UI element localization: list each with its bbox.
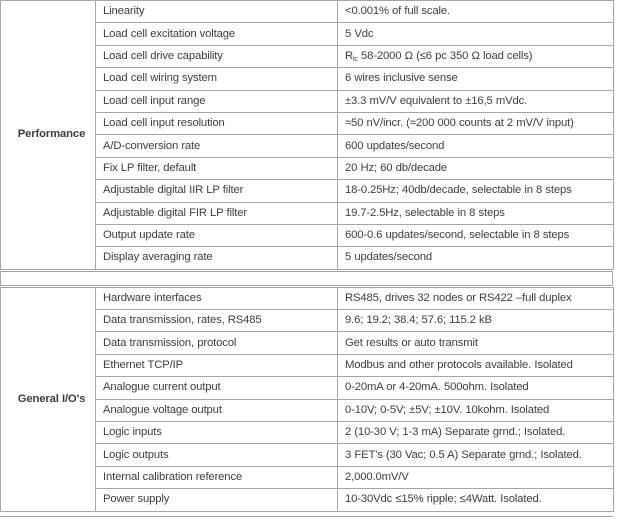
param-cell: Logic outputs (96, 444, 338, 466)
resistance-symbol: R (345, 49, 354, 62)
value-cell: 5 Vdc (338, 23, 614, 45)
value-cell: 3 FET's (30 Vac; 0.5 A) Separate grnd.; Isolated. (338, 444, 614, 466)
param-cell: Linearity (96, 1, 338, 23)
param-cell: Logic inputs (96, 422, 338, 444)
param-cell: Ethernet TCP/IP (96, 354, 338, 376)
param-cell: Load cell excitation voltage (96, 23, 338, 45)
param-cell: Load cell input resolution (96, 112, 338, 134)
value-cell-drive-capability (338, 45, 614, 67)
performance-table-body (1, 1, 614, 270)
param-cell: Load cell drive capability (96, 45, 338, 67)
group-label-general-io: General I/O's (1, 287, 96, 511)
param-cell: Analogue current output (96, 377, 338, 399)
param-cell: Fix LP filter, default (96, 157, 338, 179)
value-cell: 20 Hz; 60 db/decade (338, 157, 614, 179)
param-cell: Data transmission, rates, RS485 (96, 310, 338, 332)
param-cell: A/D-conversion rate (96, 135, 338, 157)
value-cell: 18-0.25Hz; 40db/decade, selectable in 8 steps (338, 180, 614, 202)
param-cell: Adjustable digital FIR LP filter (96, 202, 338, 224)
param-cell: Load cell input range (96, 90, 338, 112)
value-cell: 5 updates/second (338, 247, 614, 269)
value-cell: 6 wires inclusive sense (338, 68, 614, 90)
separator-cell (1, 271, 613, 285)
param-cell: Hardware interfaces (96, 287, 338, 309)
value-cell: 600 updates/second (338, 135, 614, 157)
value-cell: 2 (10-30 V; 1-3 mA) Separate grnd.; Isolated. (338, 422, 614, 444)
param-cell: Adjustable digital IIR LP filter (96, 180, 338, 202)
resistance-subscript: lc (353, 53, 358, 63)
separator-body (1, 271, 613, 285)
value-cell: <0.001% of full scale. (338, 1, 614, 23)
value-cell: 0-20mA or 4-20mA. 500ohm. Isolated (338, 377, 614, 399)
param-cell: Power supply (96, 489, 338, 511)
general-io-table-body (1, 287, 614, 511)
value-cell: 600-0.6 updates/second, selectable in 8 steps (338, 224, 614, 246)
resistance-range: 58-2000 Ω (≤6 pc 350 Ω load cells) (357, 49, 533, 62)
value-cell: 10-30Vdc ≤15% ripple; ≤4Watt. Isolated. (338, 489, 614, 511)
section-separator-table (0, 271, 613, 286)
value-cell: ±3.3 mV/V equivalent to ±16,5 mVdc. (338, 90, 614, 112)
param-cell: Analogue voltage output (96, 399, 338, 421)
value-cell: 9.6; 19.2; 38.4; 57.6; 115.2 kB (338, 310, 614, 332)
param-cell: Internal calibration reference (96, 466, 338, 488)
param-cell: Load cell wiring system (96, 68, 338, 90)
value-cell: Get results or auto transmit (338, 332, 614, 354)
value-cell: 19.7-2.5Hz, selectable in 8 steps (338, 202, 614, 224)
value-cell: 2,000.0mV/V (338, 466, 614, 488)
group-label-performance: Performance (1, 1, 96, 270)
param-cell: Output update rate (96, 224, 338, 246)
value-cell: Modbus and other protocols available. Isolated (338, 354, 614, 376)
value-cell: 0-10V; 0-5V; ±5V; ±10V. 10kohm. Isolated (338, 399, 614, 421)
table-row (1, 287, 614, 309)
general-io-spec-table (0, 287, 614, 512)
separator-row (1, 271, 613, 285)
value-cell: RS485, drives 32 nodes or RS422 –full duplex (338, 287, 614, 309)
param-cell: Data transmission, protocol (96, 332, 338, 354)
bottom-divider (0, 516, 613, 517)
table-row (1, 1, 614, 23)
param-cell: Display averaging rate (96, 247, 338, 269)
value-cell: ≈50 nV/incr. (≈200 000 counts at 2 mV/V input) (338, 112, 614, 134)
